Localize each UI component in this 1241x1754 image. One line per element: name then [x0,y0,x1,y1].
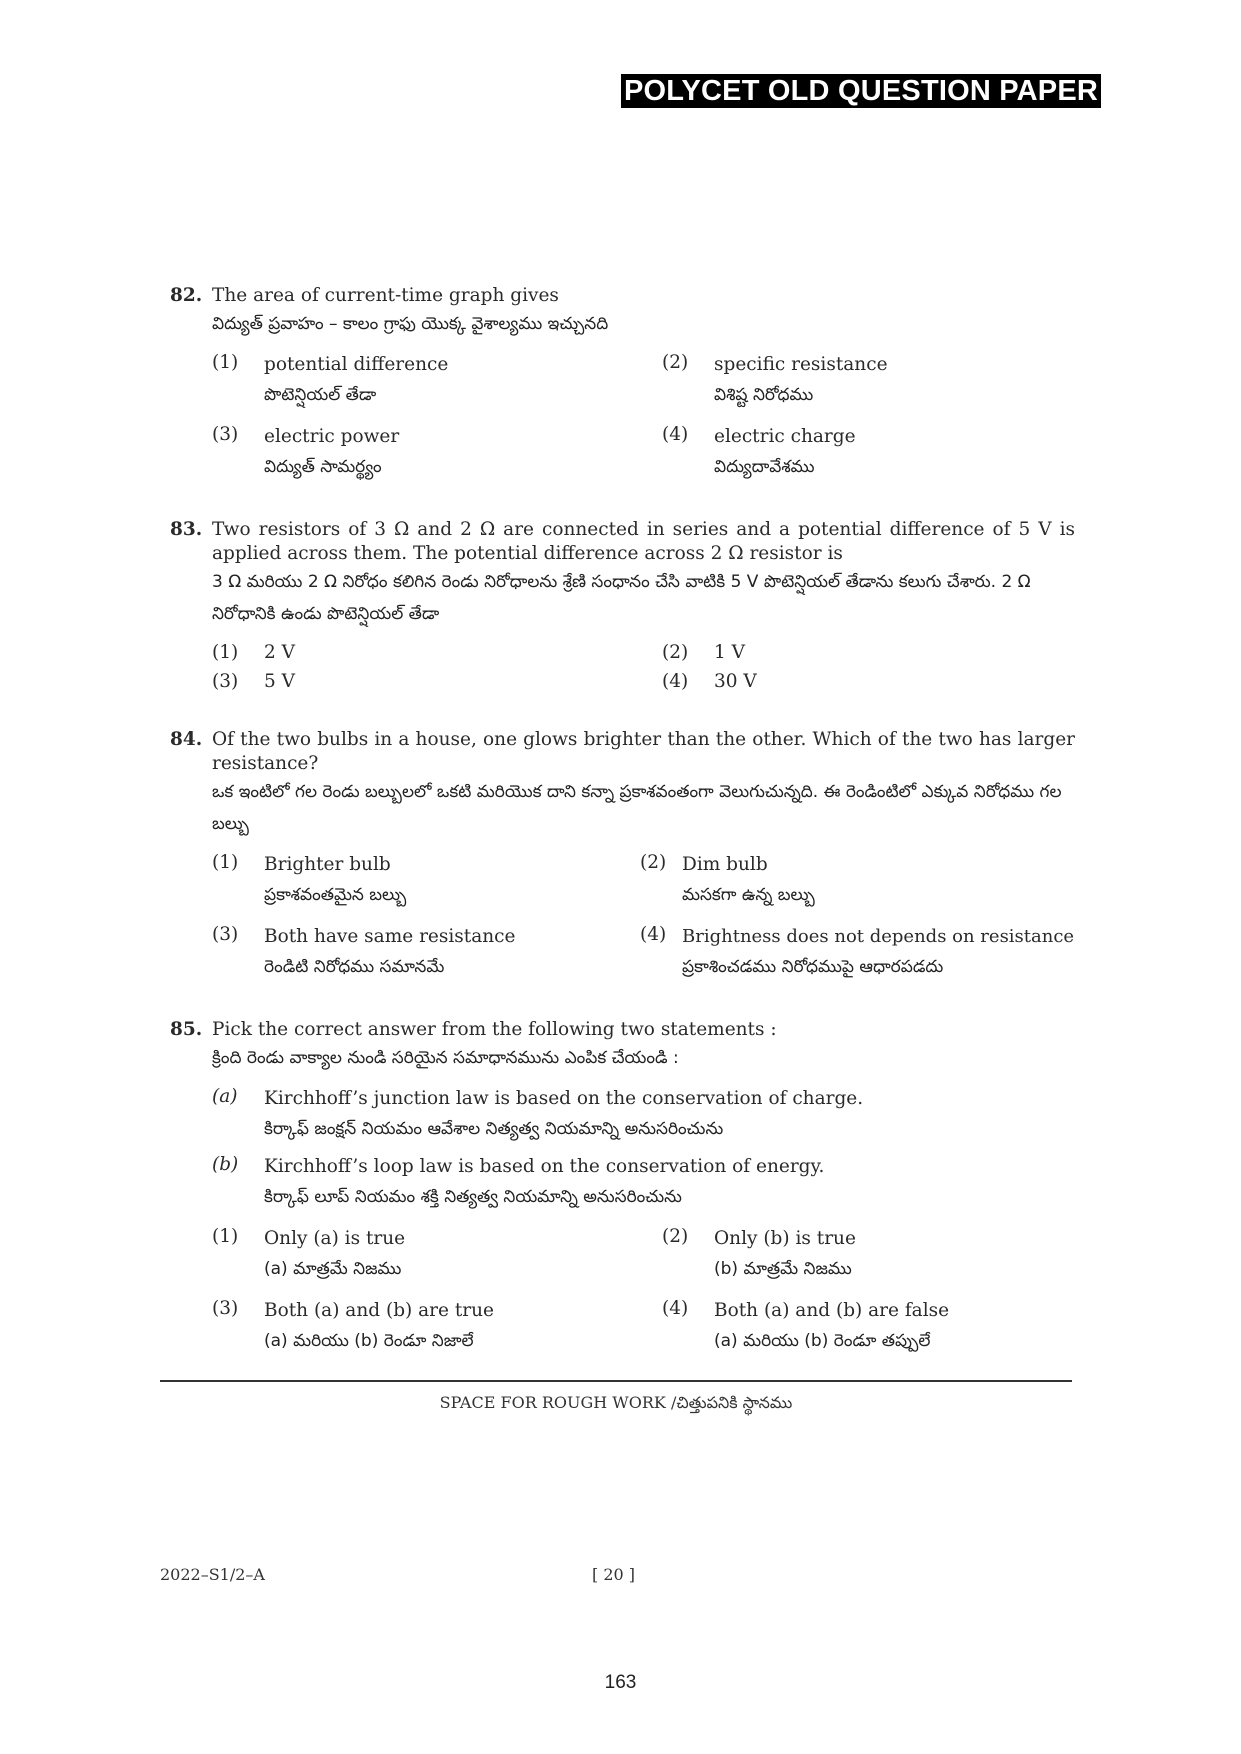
question-number: 83. [170,519,203,540]
page-number: 163 [604,1672,637,1693]
option: (3) 5 V [212,671,296,692]
question-text-te: ఒక ఇంటిలో గల రెండు బల్బులలో ఒకటి మరియొక దాని కన్నా ప్రకాశవంతంగా వెలుగుచున్నది. ఈ రెండింటిలో ఎక్కువ నిరోధము గల బల్బు [212,782,1062,834]
option: (3) Both (a) and (b) are true (a) మరియు (b) రెండూ నిజాలే [212,1298,494,1351]
option: (2) 1 V [662,642,746,663]
option: (1) Only (a) is true (a) మాత్రమే నిజము [212,1226,406,1279]
paper-code: 2022–S1/2–A [160,1565,265,1584]
header-banner: POLYCET OLD QUESTION PAPER [621,74,1101,108]
question-text-te: క్రింది రెండు వాక్యాల నుండి సరియైన సమాధానమును ఎంపిక చేయండి : [212,1048,679,1068]
option: (1) 2 V [212,642,296,663]
question-text-en: The area of current-time graph gives [212,285,559,306]
question-text-en: Two resistors of 3 Ω and 2 Ω are connected in series and a potential difference of 5 V is applied across them. The potential difference across 2 Ω resistor is [212,519,1075,564]
question-number: 82. [170,285,203,306]
question-82 [170,284,1075,484]
question-text-te: 3 Ω మరియు 2 Ω నిరోధం కలిగిన రెండు నిరోధాలను శ్రేణి సంధానం చేసి వాటికి 5 V పొటెన్షియల్ తేడాను కలుగు చేశారు. 2 Ω నిరోధానికి ఉండు పొటెన్షియల్ తేడా [212,572,1031,624]
question-84 [170,728,1075,984]
option: (1) potential difference పొటెన్షియల్ తేడా [212,352,449,405]
option: (3) Both have same resistance రెండిటి నిరోధము సమానమే [212,924,516,977]
question-number: 84. [170,729,203,750]
option: (3) electric power విద్యుత్ సామర్థ్యం [212,424,400,477]
option: (4) Both (a) and (b) are false (a) మరియు (b) రెండూ తప్పులే [662,1298,950,1351]
question-number: 85. [170,1019,203,1040]
option: (4) 30 V [662,671,757,692]
option: (2) Only (b) is true (b) మాత్రమే నిజము [662,1226,856,1279]
divider [160,1380,1072,1382]
rough-work-label: SPACE FOR ROUGH WORK /చిత్తుపనికి స్థానము [439,1393,793,1412]
page-label: [ 20 ] [592,1565,636,1584]
option: (4) electric charge విద్యుదావేశము [662,424,856,477]
question-text-en: Of the two bulbs in a house, one glows brighter than the other. Which of the two has larger resistance? [212,729,1075,774]
question-text-en: Pick the correct answer from the following two statements : [212,1019,777,1040]
statement-b: (b) Kirchhoff’s loop law is based on the conservation of energy. కిర్కాఫ్ లూప్ నియమం శక్తి నిత్యత్వ నియమాన్ని అనుసరించును [212,1154,825,1207]
option: (1) Brighter bulb ప్రకాశవంతమైన బల్బు [212,852,407,905]
question-85 [170,1018,1075,1358]
option: (2) Dim bulb మసకగా ఉన్న బల్బు [640,852,815,905]
option: (4) Brightness does not depends on resistance ప్రకాశించడము నిరోధముపై ఆధారపడదు [640,924,1075,977]
statement-a: (a) Kirchhoff’s junction law is based on the conservation of charge. కిర్కాఫ్ జంక్షన్ నియమం ఆవేశాల నిత్యత్వ నియమాన్ని అనుసరించును [212,1086,864,1139]
question-83 [170,518,1075,692]
option: (2) specific resistance విశిష్ట నిరోధము [662,352,888,405]
question-text-te: విద్యుత్ ప్రవాహం – కాలం గ్రాఫు యొక్క వైశాల్యము ఇచ్చునది [212,314,609,334]
